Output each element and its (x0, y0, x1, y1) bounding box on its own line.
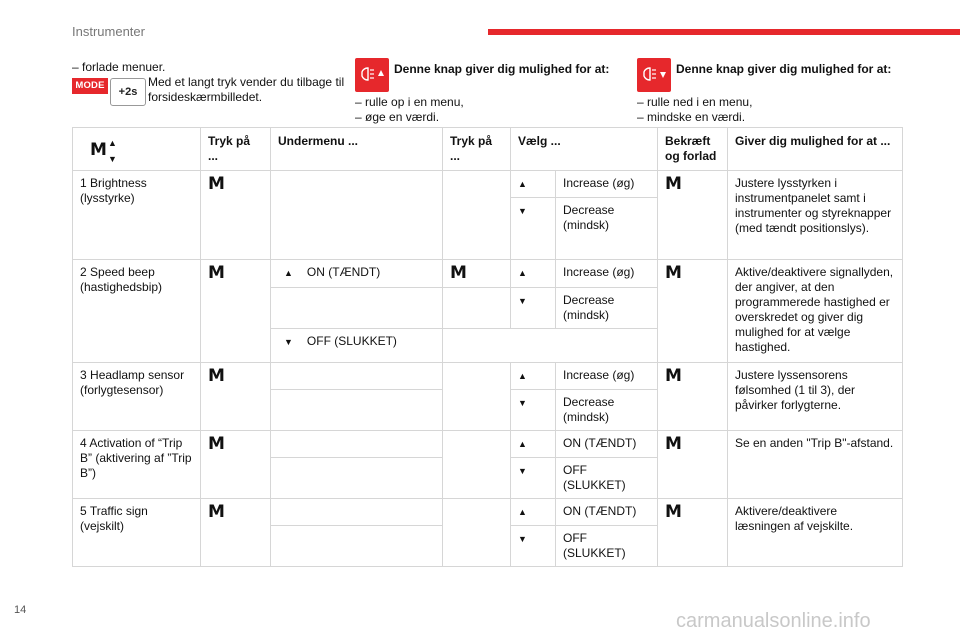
submenu-cell (271, 171, 443, 260)
section-header: Instrumenter (72, 24, 145, 39)
select-value: ON (TÆNDT) (556, 499, 658, 526)
press-m-cell (443, 260, 511, 288)
description-cell: Justere lysstyrken i instrumentpanelet samt i instrumenter og styreknapper (med tændt positionslys). (728, 171, 903, 260)
m-icon: M (208, 174, 225, 194)
up-arrow-icon: ▲ (511, 431, 556, 458)
confirm-m-cell (658, 260, 728, 363)
down-button-item-2: – mindske en værdi. (637, 110, 746, 124)
press-2-cell (443, 431, 511, 499)
table-header-row (73, 128, 903, 171)
exit-menus-line: – forlade menuer. (72, 60, 166, 74)
m-icon: M (665, 502, 682, 522)
press-m-cell (201, 171, 271, 260)
light-down-button-icon (637, 58, 671, 92)
menu-name-cell (73, 260, 201, 363)
down-arrow-icon: ▼ (511, 390, 556, 431)
m-icon: M (450, 263, 467, 283)
up-button-heading: Denne knap giver dig mulighed for at: (394, 62, 610, 76)
select-value: Decrease (mindsk) (556, 390, 658, 431)
confirm-m-cell (658, 363, 728, 431)
submenu-cell (271, 390, 443, 431)
submenu-value: OFF (SLUKKET) (306, 334, 397, 348)
confirm-m-cell (658, 431, 728, 499)
down-arrow-icon: ▼ (511, 526, 556, 567)
press-m-cell (201, 260, 271, 363)
menu-number: 5 (80, 504, 87, 518)
menu-name: Headlamp sensor (forlygtesensor) (80, 368, 185, 397)
submenu-cell (271, 363, 443, 390)
light-up-button-icon (355, 58, 389, 92)
down-arrow-icon: ▼ (108, 154, 117, 164)
header-confirm: Bekræft og forlad (658, 128, 728, 171)
confirm-m-cell (658, 171, 728, 260)
long-press-text: Med et langt tryk vender du tilbage til forsideskærmbilledet. (148, 75, 345, 104)
select-value: Increase (øg) (556, 171, 658, 198)
m-icon: M (665, 434, 682, 454)
down-button-item-1: – rulle ned i en menu, (637, 95, 753, 109)
menu-name-cell (73, 499, 201, 567)
watermark: carmanualsonline.info (676, 610, 871, 632)
settings-table (72, 127, 903, 567)
up-button-item-1: – rulle op i en menu, (355, 95, 464, 109)
press-2-cell (443, 363, 511, 431)
table-row (73, 431, 903, 458)
submenu-cell (271, 329, 443, 363)
press-2-cell (443, 171, 511, 260)
up-arrow-icon: ▲ (511, 171, 556, 198)
m-icon: M (208, 434, 225, 454)
menu-number: 1 (80, 176, 87, 190)
down-button-heading: Denne knap giver dig mulighed for at: (676, 62, 892, 76)
down-arrow-icon: ▼ (511, 198, 556, 260)
select-value: Decrease (mindsk) (556, 288, 658, 329)
header-press-2: Tryk på ... (443, 128, 511, 171)
press-m-cell (201, 431, 271, 499)
select-value: Decrease (mindsk) (556, 198, 658, 260)
description-cell: Se en anden "Trip B"-afstand. (728, 431, 903, 499)
m-icon: M (208, 502, 225, 522)
m-icon: M (665, 174, 682, 194)
menu-number: 3 (80, 368, 87, 382)
select-value: OFF (SLUKKET) (556, 526, 658, 567)
page-number: 14 (14, 604, 27, 616)
up-arrow-icon: ▲ (284, 268, 293, 278)
menu-name: Activation of “Trip B” (aktivering af ”Trip B”) (80, 436, 192, 480)
confirm-m-cell (658, 499, 728, 567)
description-cell: Aktive/deaktivere signallyden, der angiver, at den programmerede hastighed er overskredet og giver dig mulighed for at vælge hastighed. (728, 260, 903, 363)
header-gives: Giver dig mulighed for at ... (728, 128, 903, 171)
menu-name-cell (73, 363, 201, 431)
mode-button-icon: MODE (72, 78, 108, 94)
press-2-cell (443, 288, 511, 329)
description-cell: Aktivere/deaktivere læsningen af vejskilte. (728, 499, 903, 567)
long-press-2s-icon: +2s (110, 78, 146, 106)
select-value: Increase (øg) (556, 363, 658, 390)
empty-cell (443, 329, 658, 363)
m-icon: M (90, 140, 107, 160)
submenu-cell (271, 431, 443, 458)
table-row (73, 260, 903, 288)
up-button-item-2: – øge en værdi. (355, 110, 440, 124)
press-2-cell (443, 499, 511, 567)
menu-name: Brightness (lysstyrke) (80, 176, 147, 205)
menu-number: 2 (80, 265, 87, 279)
submenu-cell (271, 499, 443, 526)
menu-name: Traffic sign (vejskilt) (80, 504, 148, 533)
header-select: Vælg ... (511, 128, 658, 171)
menu-name-cell (73, 171, 201, 260)
select-value: OFF (SLUKKET) (556, 458, 658, 499)
m-icon: M (208, 366, 225, 386)
header-press-1: Tryk på ... (201, 128, 271, 171)
description-cell: Justere lyssensorens følsomhed (1 til 3), der påvirker forlygterne. (728, 363, 903, 431)
press-m-cell (201, 363, 271, 431)
table-row (73, 363, 903, 390)
up-arrow-icon: ▲ (511, 260, 556, 288)
menu-number: 4 (80, 436, 87, 450)
submenu-value: ON (TÆNDT) (306, 265, 381, 279)
down-arrow-icon: ▼ (511, 288, 556, 329)
submenu-cell (271, 288, 443, 329)
submenu-cell (271, 458, 443, 499)
submenu-cell (271, 526, 443, 567)
menu-name: Speed beep (hastighedsbip) (80, 265, 163, 294)
submenu-cell (271, 260, 443, 288)
header-accent-bar (488, 29, 960, 35)
table-row (73, 499, 903, 526)
table-row (73, 171, 903, 198)
menu-name-cell (73, 431, 201, 499)
down-arrow-icon: ▼ (511, 458, 556, 499)
m-icon: M (665, 366, 682, 386)
up-arrow-icon: ▲ (511, 363, 556, 390)
header-submenu: Undermenu ... (271, 128, 443, 171)
select-value: ON (TÆNDT) (556, 431, 658, 458)
m-icon: M (208, 263, 225, 283)
down-arrow-icon: ▼ (284, 337, 293, 347)
m-icon: M (665, 263, 682, 283)
select-value: Increase (øg) (556, 260, 658, 288)
press-m-cell (201, 499, 271, 567)
header-icon-cell (73, 128, 201, 171)
up-arrow-icon: ▲ (108, 138, 117, 148)
up-arrow-icon: ▲ (511, 499, 556, 526)
